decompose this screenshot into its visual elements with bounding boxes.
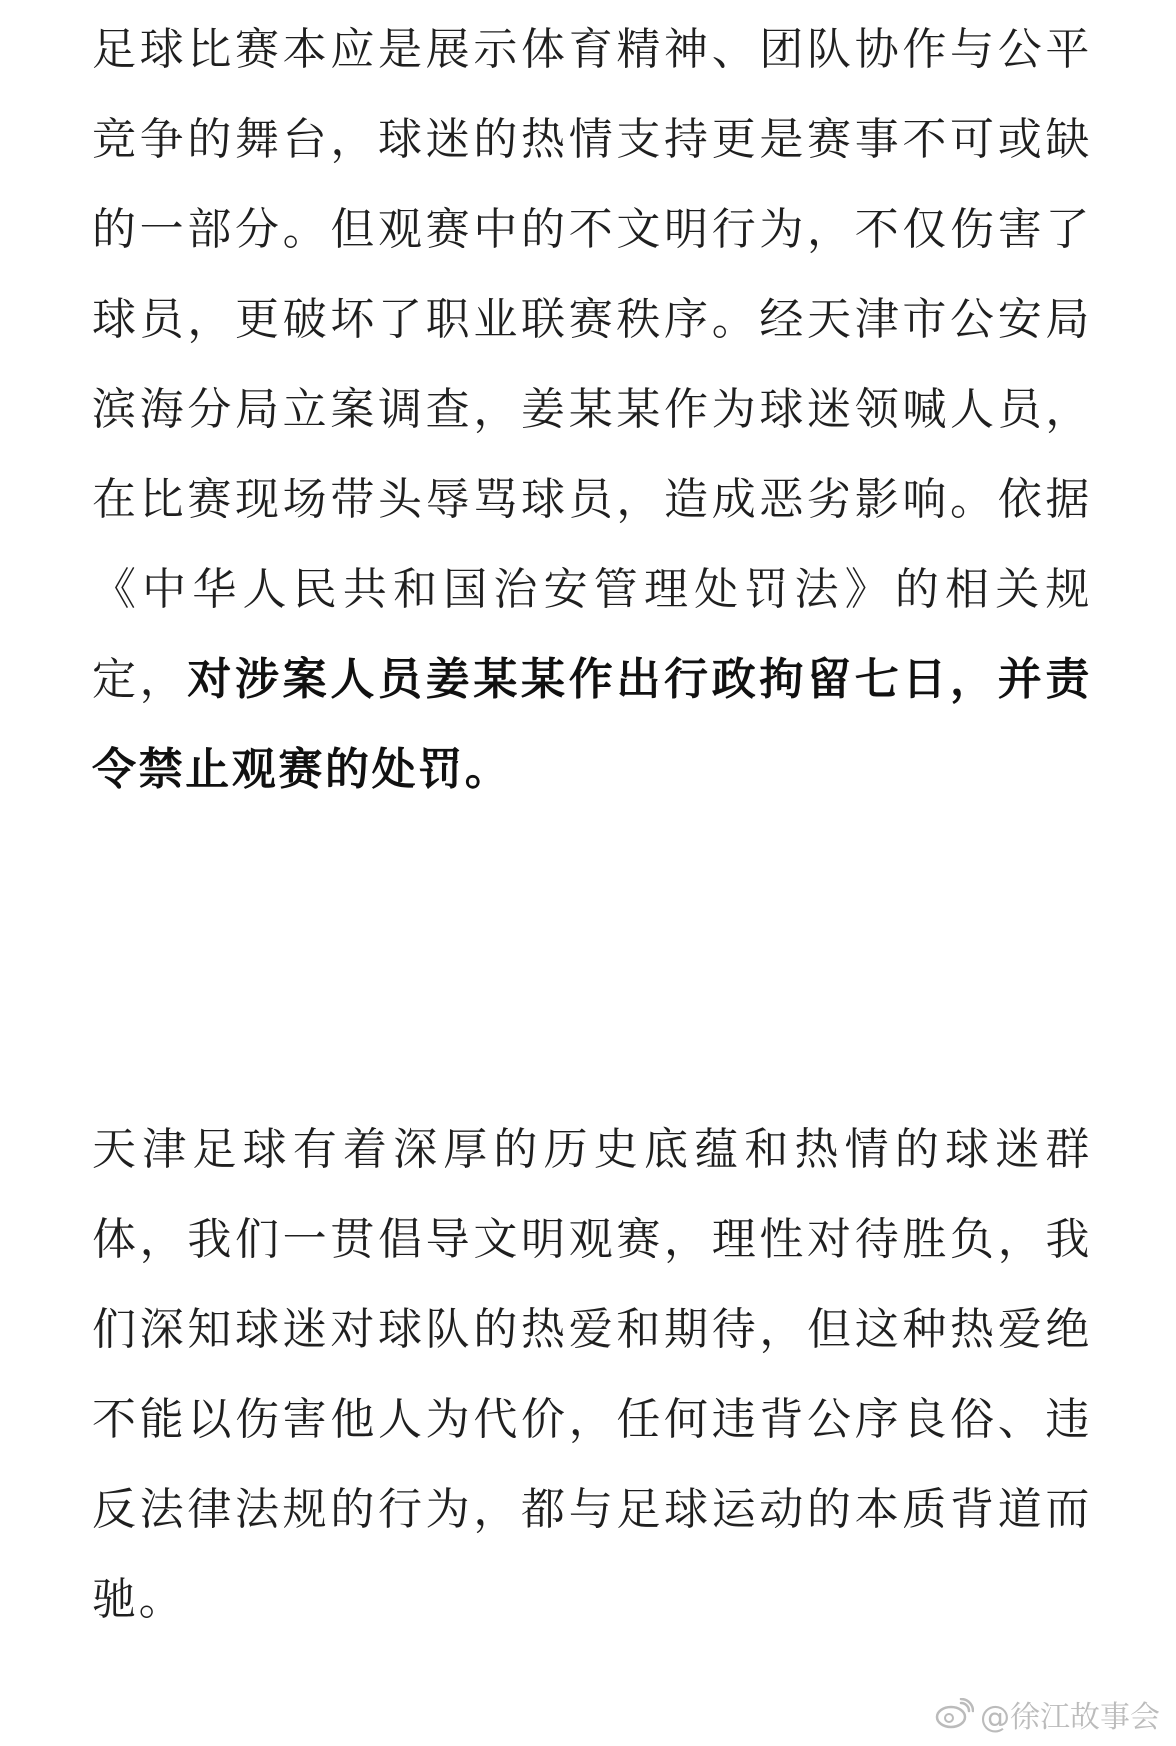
paragraph-2: 天津足球有着深厚的历史底蕴和热情的球迷群体，我们一贯倡导文明观赛，理性对待胜负，我们深知球迷对球队的热爱和期待，但这种热爱绝不能以伤害他人为代价，任何违背公序良俗、违反法律法规的行为，都与足球运动的本质背道而驰。	[92, 1124, 1092, 1625]
paragraph-1-text: 足球比赛本应是展示体育精神、团队协作与公平竞争的舞台，球迷的热情支持更是赛事不可或缺的一部分。但观赛中的不文明行为，不仅伤害了球员，更破坏了职业联赛秩序。经天津市公安局滨海分局立案调查，姜某某作为球迷领喊人员，在比赛现场带头辱骂球员，造成恶劣影响。依据《中华人民共和国治安管理处罚法》的相关规定，	[92, 24, 1092, 705]
paragraph-1	[92, 5, 1092, 815]
watermark	[934, 1692, 1160, 1736]
watermark-text: @徐江故事会	[980, 1700, 1160, 1735]
paragraph-1-bold-text: 对涉案人员姜某某作出行政拘留七日，并责令禁止观赛的处罚。	[92, 654, 1092, 795]
weibo-icon	[934, 1698, 974, 1730]
